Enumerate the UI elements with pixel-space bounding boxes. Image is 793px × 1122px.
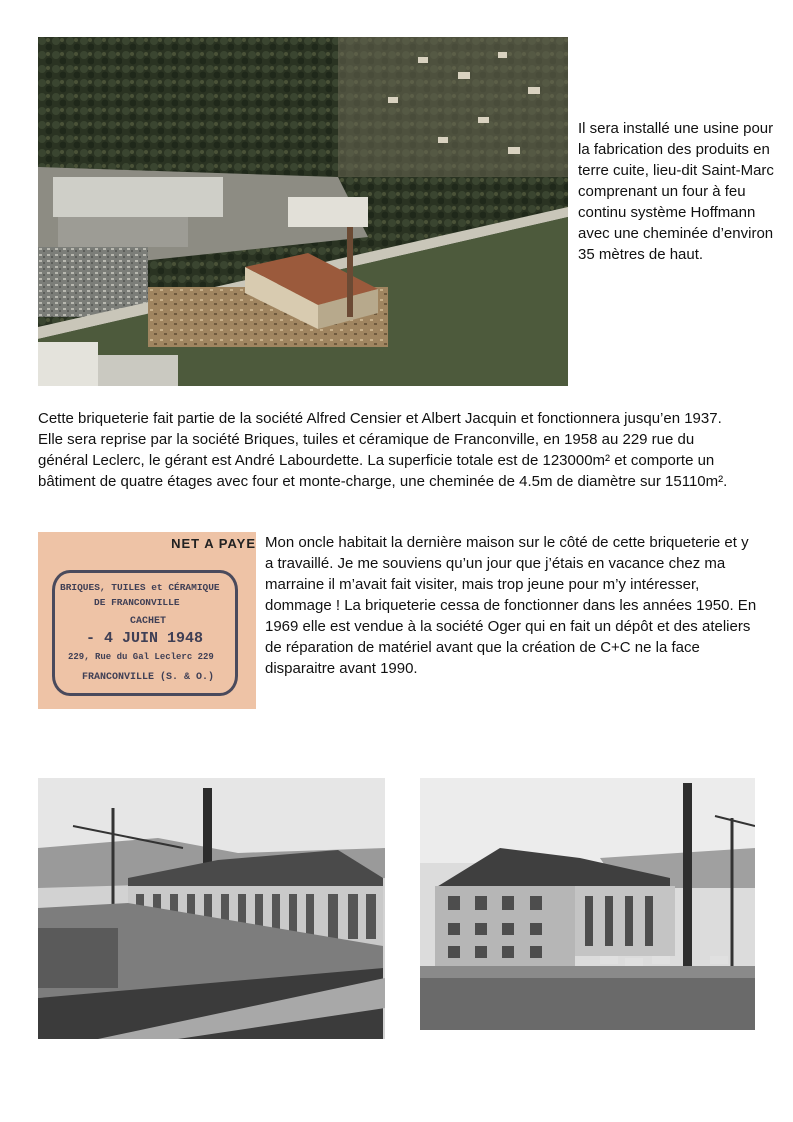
stamp-date: - 4 JUIN 1948 [86,630,204,647]
brickworks-photo-left [38,778,385,1039]
brickworks-photo-right [420,778,755,1030]
stamp-header: NET A PAYE [171,536,256,551]
stamp-line: BRIQUES, TUILES et CÉRAMIQUE [60,582,220,593]
stamp-line: CACHET [130,616,167,627]
company-stamp-image [38,532,256,709]
history-paragraph: Cette briqueterie fait partie de la société Alfred Censier et Albert Jacquin et fonctionnera jusqu’en 1937. Elle sera reprise par la société Briques, tuiles et céramique de Franconville, en 1958 au 229 rue du général Leclerc, le gérant est André Labourdette. La superficie totale est de 123000m² et comporte un bâtiment de quatre étages avec four et monte-charge, une cheminée de 4.5m de diamètre sur 15110m². [38,410,728,490]
aerial-photo [38,37,568,386]
stamp-line: DE FRANCONVILLE [94,597,180,608]
intro-text: Il sera installé une usine pour la fabrication des produits en terre cuite, lieu-dit Saint-Marc comprenant un four à feu continu système Hoffmann avec une cheminée d’environ 35 mètres de haut. [578,120,774,263]
memory-paragraph: Mon oncle habitait la dernière maison sur le côté de cette briqueterie et y a travaillé. Je me souviens qu’un jour que j’étais en vacance chez ma marraine il m’avait fait visiter, mais trop jeune pour m’y intéresser, dommage ! La briqueterie cessa de fonctionner dans les années 1950. En 1969 elle est vendue à la société Oger qui en fait un dépôt et des ateliers de réparation de matériel avant que la création de C+C ne la face disparaitre avant 1990. [265,534,757,677]
stamp-line: FRANCONVILLE (S. & O.) [82,672,215,683]
stamp-line: 229, Rue du Gal Leclerc 229 [68,652,214,662]
